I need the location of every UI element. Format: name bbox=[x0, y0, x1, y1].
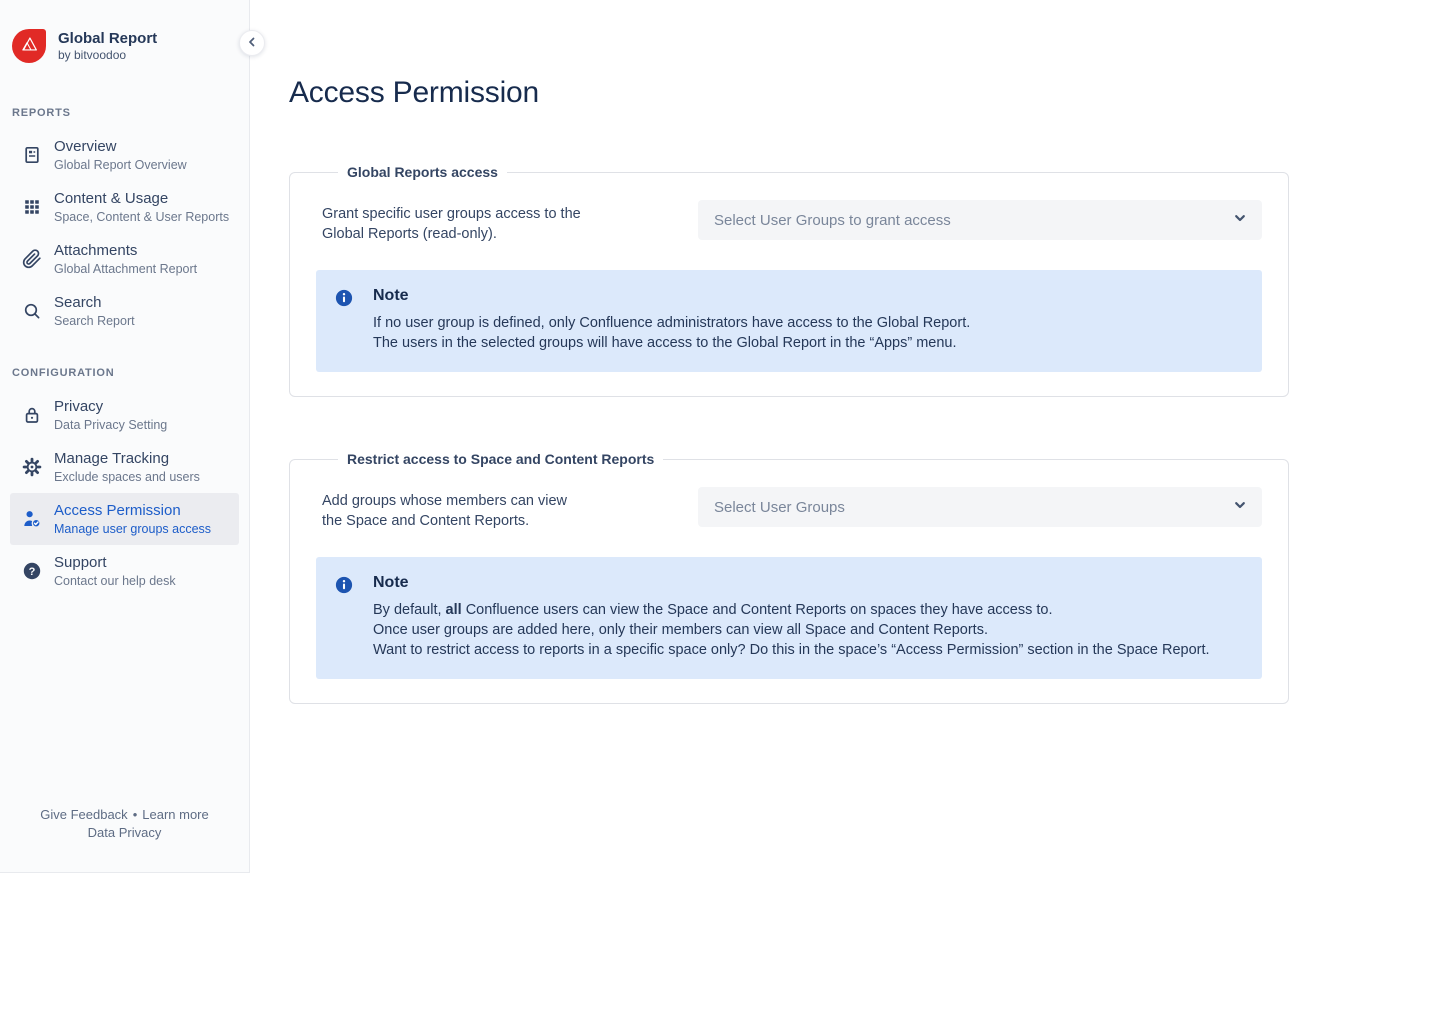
sidebar-item-title: Privacy bbox=[54, 398, 104, 415]
info-icon bbox=[335, 576, 353, 660]
sidebar-item-manage-tracking[interactable] bbox=[10, 441, 239, 493]
sidebar-item-text bbox=[54, 397, 167, 433]
app-header bbox=[0, 0, 249, 63]
sidebar-item-title: Manage Tracking bbox=[54, 450, 170, 467]
note-line: Want to restrict access to reports in a specific space only? Do this in the space’s “Access Permission” section in the Space Report. bbox=[373, 642, 1210, 658]
search-icon bbox=[22, 301, 42, 321]
sidebar-item-title: Attachments bbox=[54, 242, 138, 259]
user-check-icon bbox=[22, 509, 42, 529]
info-icon bbox=[335, 289, 353, 353]
sidebar-item-subtitle: Contact our help desk bbox=[54, 574, 176, 588]
chevron-down-icon bbox=[1232, 210, 1248, 231]
app-byline: by bitvoodoo bbox=[58, 48, 127, 62]
sidebar-item-text bbox=[54, 137, 187, 173]
chevron-left-icon bbox=[245, 35, 259, 52]
sidebar-item-subtitle: Space, Content & User Reports bbox=[54, 210, 230, 224]
data-privacy-link[interactable]: Data Privacy bbox=[87, 825, 162, 840]
restrict-user-groups-select[interactable] bbox=[698, 487, 1262, 527]
sidebar-section-reports-label: REPORTS bbox=[12, 107, 71, 119]
app-title-block bbox=[58, 29, 157, 63]
note-body bbox=[373, 287, 970, 353]
section-row bbox=[322, 487, 1262, 531]
sidebar-item-title: Access Permission bbox=[54, 502, 181, 519]
sidebar-item-subtitle: Manage user groups access bbox=[54, 522, 212, 536]
description-line: Add groups whose members can view bbox=[322, 493, 568, 509]
sidebar-item-subtitle: Exclude spaces and users bbox=[54, 470, 200, 484]
sidebar-item-title: Search bbox=[54, 294, 102, 311]
sidebar-item-text bbox=[54, 553, 176, 589]
description-line: Global Reports (read-only). bbox=[322, 226, 497, 242]
learn-more-link[interactable]: Learn more bbox=[142, 807, 209, 822]
sidebar-collapse-button[interactable] bbox=[239, 30, 265, 56]
note-title: Note bbox=[373, 574, 409, 591]
sidebar-footer-line2 bbox=[0, 824, 249, 842]
section-legend: Restrict access to Space and Content Reports bbox=[347, 451, 655, 467]
sidebar-item-text bbox=[54, 293, 135, 329]
svg-text:?: ? bbox=[28, 565, 36, 578]
gear-icon bbox=[22, 457, 42, 477]
note-line: Once user groups are added here, only their members can view all Space and Content Reports. bbox=[373, 622, 988, 638]
footer-separator: • bbox=[132, 807, 138, 822]
grant-access-user-groups-select[interactable] bbox=[698, 200, 1262, 240]
note-line-part: Confluence users can view the Space and Content Reports on spaces they have access to. bbox=[461, 602, 1053, 618]
sidebar-item-overview[interactable] bbox=[10, 129, 239, 181]
note-line: If no user group is defined, only Confluence administrators have access to the Global Report. bbox=[373, 315, 971, 331]
select-placeholder: Select User Groups bbox=[714, 498, 845, 516]
sidebar-footer bbox=[0, 806, 249, 842]
sidebar-section-configuration-label: CONFIGURATION bbox=[12, 367, 115, 379]
note-line-bold: all bbox=[445, 602, 462, 618]
sidebar-item-subtitle: Global Attachment Report bbox=[54, 262, 198, 276]
sidebar-item-support[interactable] bbox=[10, 545, 239, 597]
document-icon bbox=[22, 145, 42, 165]
sidebar-item-title: Overview bbox=[54, 138, 117, 155]
note-box bbox=[316, 557, 1262, 679]
sidebar-item-subtitle: Search Report bbox=[54, 314, 135, 328]
sidebar bbox=[0, 0, 250, 873]
sidebar-item-text bbox=[54, 501, 211, 537]
chevron-down-icon bbox=[1232, 497, 1248, 518]
description-line: the Space and Content Reports. bbox=[322, 513, 530, 529]
sidebar-item-subtitle: Global Report Overview bbox=[54, 158, 187, 172]
app-logo bbox=[12, 29, 46, 63]
section-description bbox=[322, 200, 602, 244]
sidebar-item-search[interactable] bbox=[10, 285, 239, 337]
note-title: Note bbox=[373, 287, 409, 304]
mountain-triangle-icon bbox=[18, 33, 40, 60]
note-line bbox=[373, 600, 1210, 620]
global-reports-access-section bbox=[289, 164, 1289, 397]
sidebar-item-title: Content & Usage bbox=[54, 190, 169, 207]
sidebar-footer-line1 bbox=[0, 806, 249, 824]
sidebar-item-access-permission[interactable] bbox=[10, 493, 239, 545]
select-placeholder: Select User Groups to grant access bbox=[714, 211, 951, 229]
main-content bbox=[250, 0, 1440, 704]
note-line-part: By default, bbox=[373, 602, 446, 618]
sidebar-item-text bbox=[54, 189, 229, 225]
paperclip-icon bbox=[22, 249, 42, 269]
sidebar-item-title: Support bbox=[54, 554, 107, 571]
sidebar-item-text bbox=[54, 241, 197, 277]
sidebar-item-privacy[interactable] bbox=[10, 389, 239, 441]
question-icon bbox=[22, 561, 42, 581]
section-legend: Global Reports access bbox=[347, 164, 498, 180]
restrict-access-section bbox=[289, 451, 1289, 704]
app-name: Global Report bbox=[58, 30, 158, 47]
section-description bbox=[322, 487, 602, 531]
note-box bbox=[316, 270, 1262, 372]
sidebar-item-text bbox=[54, 449, 200, 485]
lock-icon bbox=[22, 405, 42, 425]
sidebar-item-subtitle: Data Privacy Setting bbox=[54, 418, 168, 432]
page-title: Access Permission bbox=[289, 76, 540, 109]
section-row bbox=[322, 200, 1262, 244]
note-line: The users in the selected groups will have access to the Global Report in the “Apps” menu. bbox=[373, 335, 957, 351]
note-body bbox=[373, 574, 1210, 660]
sidebar-item-content-usage[interactable] bbox=[10, 181, 239, 233]
grid-icon bbox=[22, 197, 42, 217]
give-feedback-link[interactable]: Give Feedback bbox=[40, 807, 128, 822]
sidebar-item-attachments[interactable] bbox=[10, 233, 239, 285]
description-line: Grant specific user groups access to the bbox=[322, 206, 581, 222]
